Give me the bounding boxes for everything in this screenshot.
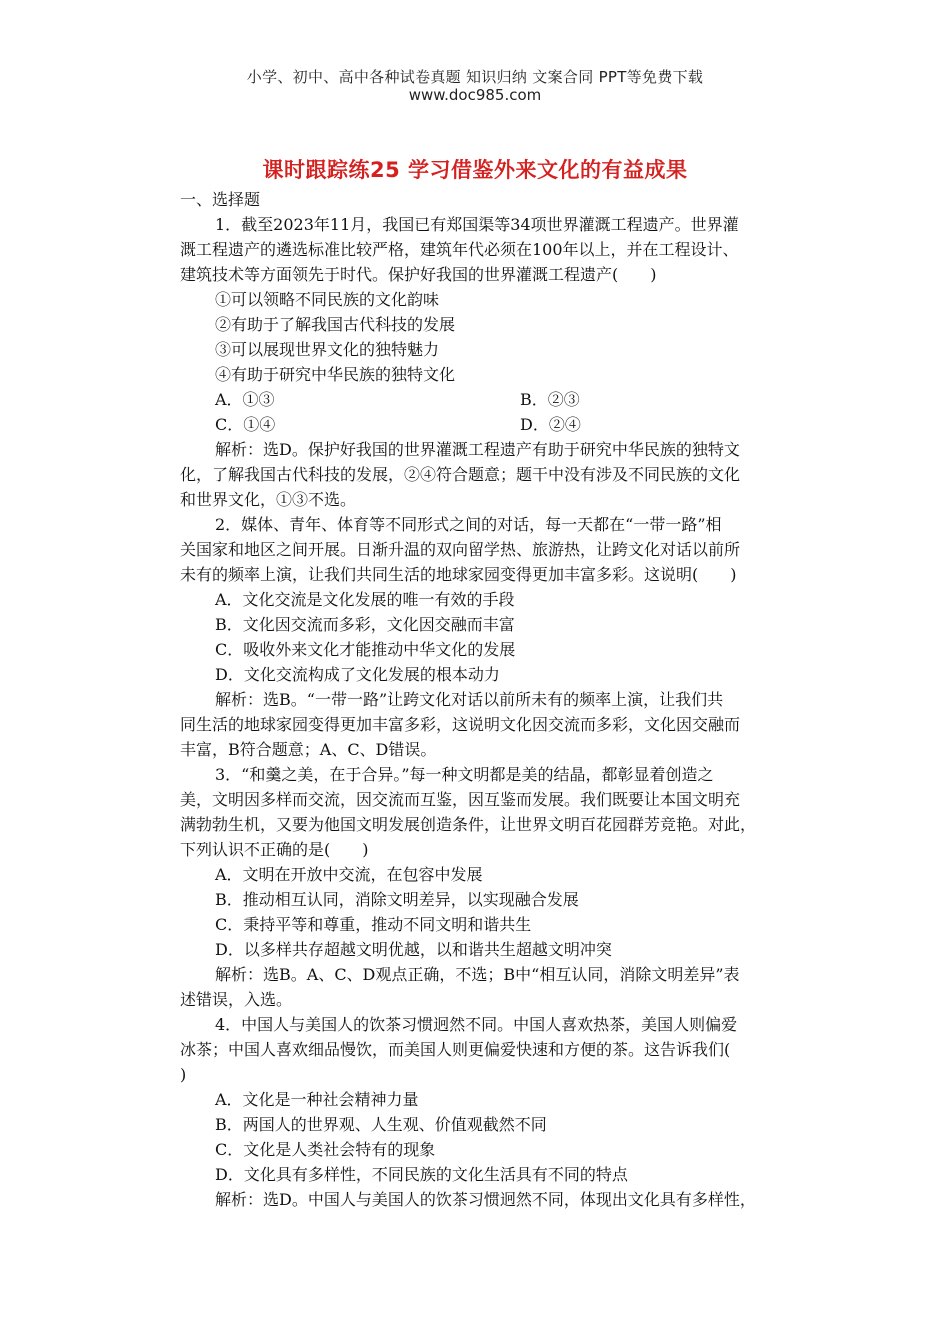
q3-analysis-line: 解析：选B。A、C、D观点正确，不选；B中“相互认同，消除文明差异”表	[215, 965, 740, 984]
q3-stem-line: 3．“和羹之美，在于合异。”每一种文明都是美的结晶，都彰显着创造之	[215, 765, 714, 784]
q1-stem-line: 建筑技术等方面领先于时代。保护好我国的世界灌溉工程遗产( )	[180, 265, 657, 284]
section-heading: 一、选择题	[180, 190, 261, 209]
q3-option: B．推动相互认同，消除文明差异，以实现融合发展	[215, 890, 579, 909]
q3-stem-line: 满勃勃生机，又要为他国文明发展创造条件，让世界文明百花园群芳竞艳。对此，	[180, 815, 757, 834]
q2-option: A．文化交流是文化发展的唯一有效的手段	[215, 590, 515, 609]
q1-item: ③可以展现世界文化的独特魅力	[215, 340, 440, 359]
q4-stem-line: )	[180, 1065, 187, 1084]
q4-option: D．文化具有多样性，不同民族的文化生活具有不同的特点	[215, 1165, 628, 1184]
q2-stem-line: 关国家和地区之间开展。日渐升温的双向留学热、旅游热，让跨文化对话以前所	[180, 540, 741, 559]
q2-option: C．吸收外来文化才能推动中华文化的发展	[215, 640, 516, 659]
page-title: 课时跟踪练25 学习借鉴外来文化的有益成果	[262, 158, 688, 182]
q4-analysis-line: 解析：选D。中国人与美国人的饮茶习惯迥然不同，体现出文化具有多样性，	[215, 1190, 756, 1209]
q1-item: ②有助于了解我国古代科技的发展	[215, 315, 456, 334]
q1-analysis-line: 解析：选D。保护好我国的世界灌溉工程遗产有助于研究中华民族的独特文	[215, 440, 740, 459]
q3-option: A．文明在开放中交流，在包容中发展	[215, 865, 483, 884]
site-banner: 小学、初中、高中各种试卷真题 知识归纳 文案合同 PPT等免费下载	[246, 68, 704, 86]
q1-stem-line: 1．截至2023年11月，我国已有郑国渠等34项世界灌溉工程遗产。世界灌	[215, 215, 739, 234]
q4-option: B．两国人的世界观、人生观、价值观截然不同	[215, 1115, 547, 1134]
q1-option-c: C．①④	[215, 415, 276, 434]
q2-option: D．文化交流构成了文化发展的根本动力	[215, 665, 500, 684]
q2-option: B．文化因交流而多彩，文化因交融而丰富	[215, 615, 515, 634]
q2-stem-line: 2．媒体、青年、体育等不同形式之间的对话，每一天都在“一带一路”相	[215, 515, 722, 534]
q4-stem-line: 冰茶；中国人喜欢细品慢饮，而美国人则更偏爱快速和方便的茶。这告诉我们(	[180, 1040, 731, 1059]
q1-item: ④有助于研究中华民族的独特文化	[215, 365, 456, 384]
q1-item: ①可以领略不同民族的文化韵味	[215, 290, 440, 309]
q4-stem-line: 4．中国人与美国人的饮茶习惯迥然不同。中国人喜欢热茶，美国人则偏爱	[215, 1015, 738, 1034]
q1-option-b: B．②③	[520, 390, 580, 409]
q4-option: A．文化是一种社会精神力量	[215, 1090, 419, 1109]
q2-analysis-line: 同生活的地球家园变得更加丰富多彩，这说明文化因交流而多彩，文化因交融而	[180, 715, 741, 734]
q1-stem-line: 溉工程遗产的遴选标准比较严格，建筑年代必须在100年以上，并在工程设计、	[180, 240, 739, 259]
site-url[interactable]: www.doc985.com	[408, 86, 542, 104]
q3-analysis-line: 述错误，入选。	[180, 990, 293, 1009]
q4-option: C．文化是人类社会特有的现象	[215, 1140, 436, 1159]
q1-option-a: A．①③	[215, 390, 275, 409]
q3-option: C．秉持平等和尊重，推动不同文明和谐共生	[215, 915, 532, 934]
q1-analysis-line: 和世界文化，①③不选。	[180, 490, 357, 509]
q2-analysis-line: 解析：选B。“一带一路”让跨文化对话以前所未有的频率上演，让我们共	[215, 690, 724, 709]
q3-stem-line: 下列认识不正确的是( )	[180, 840, 369, 859]
q1-option-d: D．②④	[520, 415, 581, 434]
q3-stem-line: 美，文明因多样而交流，因交流而互鉴，因互鉴而发展。我们既要让本国文明充	[180, 790, 741, 809]
q1-analysis-line: 化，了解我国古代科技的发展，②④符合题意；题干中没有涉及不同民族的文化	[180, 465, 741, 484]
q3-option: D．以多样共存超越文明优越，以和谐共生超越文明冲突	[215, 940, 612, 959]
q2-stem-line: 未有的频率上演，让我们共同生活的地球家园变得更加丰富多彩。这说明( )	[180, 565, 737, 584]
q2-analysis-line: 丰富，B符合题意；A、C、D错误。	[180, 740, 437, 759]
